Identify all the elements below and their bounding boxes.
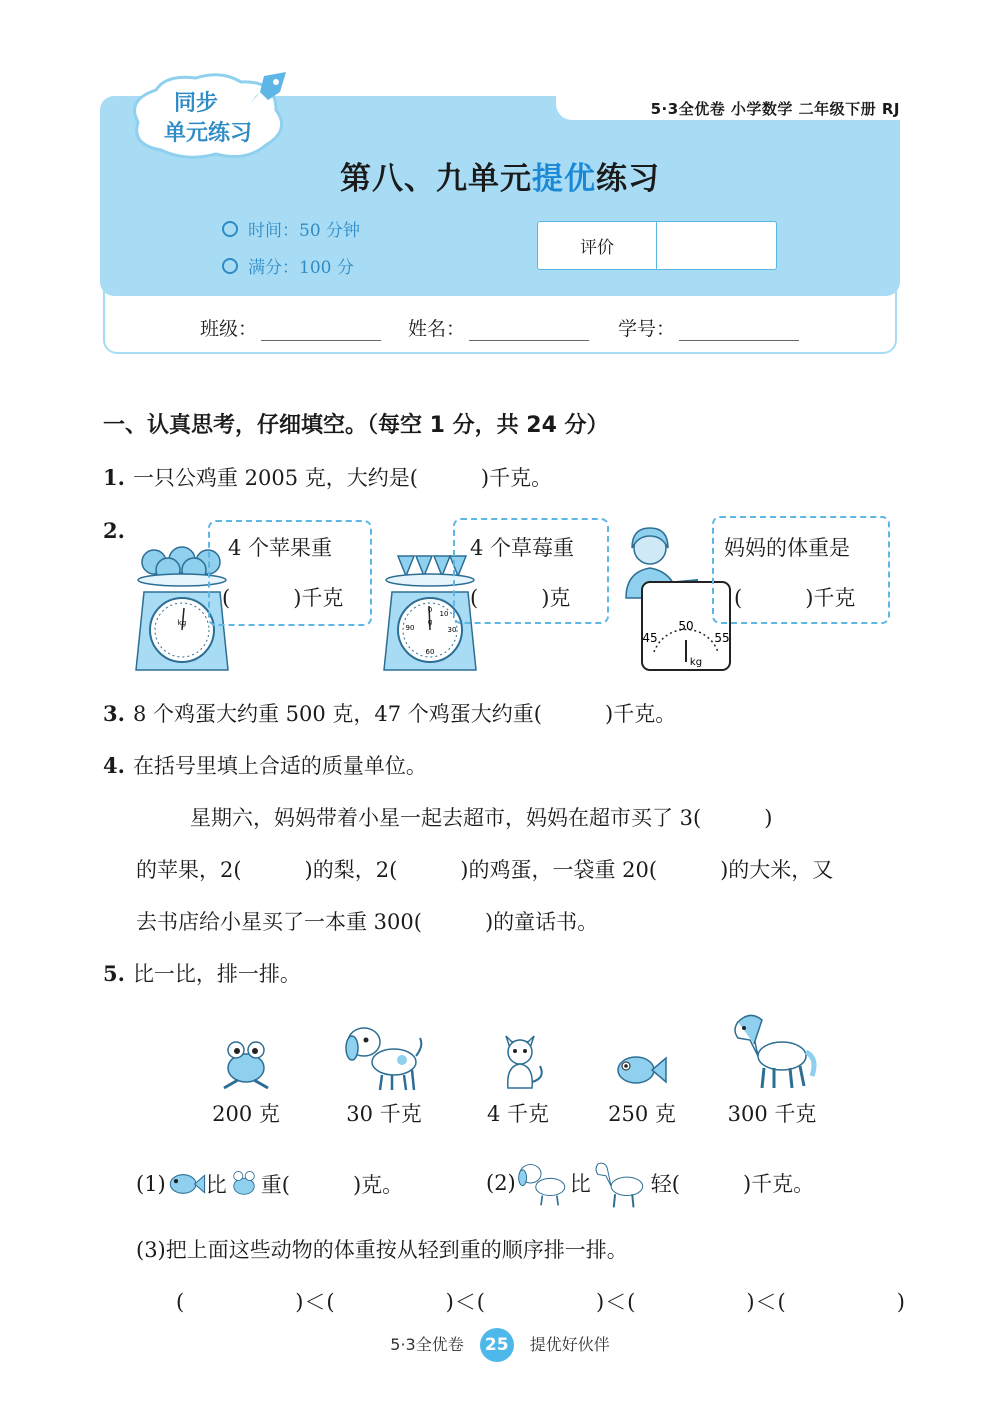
badge-line1: 同步 (173, 91, 219, 116)
q4-text: 在括号里填上合适的质量单位。 (132, 754, 427, 778)
question-1 (103, 462, 552, 492)
q5-sub3: (3)把上面这些动物的体重按从轻到重的顺序排一排。 (136, 1238, 628, 1262)
q3-text: 8 个鸡蛋大约重 500 克，47 个鸡蛋大约重( )千克。 (132, 702, 677, 726)
frog-icon (227, 1168, 261, 1200)
q4-paragraph-line3: 去书店给小星买了一本重 300( )的童话书。 (136, 910, 599, 934)
class-blank[interactable] (261, 318, 381, 341)
footer-right: 提优好伙伴 (529, 1335, 610, 1354)
page-footer (0, 1328, 1000, 1362)
rating-label: 评价 (538, 222, 657, 269)
q5-text: 比一比，排一排。 (132, 962, 301, 986)
q4-paragraph-line1: 星期六，妈妈带着小星一起去超市，妈妈在超市买了 3( ) (190, 806, 773, 830)
page-number: 25 (480, 1328, 514, 1362)
class-label: 班级： (200, 318, 258, 340)
q1-text: 一只公鸡重 2005 克，大约是( )千克。 (132, 466, 553, 490)
dog-icon (342, 1020, 424, 1092)
check-icon (222, 258, 238, 274)
q5-num: 5. (103, 961, 125, 986)
rating-box (537, 221, 777, 270)
horse-weight: 300 千克 (727, 1102, 817, 1126)
question-5 (103, 958, 301, 988)
id-field (618, 314, 799, 341)
id-label: 学号： (618, 318, 676, 340)
apple-text1: 4 个苹果重 (228, 536, 333, 560)
cat-weight: 4 千克 (486, 1102, 550, 1126)
svg-text:55: 55 (714, 631, 730, 645)
svg-text:45: 45 (642, 631, 658, 645)
sub1-mid: 比 (205, 1173, 227, 1197)
q2-num: 2. (103, 518, 125, 543)
unit-practice-badge (126, 70, 296, 162)
badge-line2: 单元练习 (163, 121, 253, 146)
title-part2: 练习 (596, 161, 660, 197)
svg-text:50: 50 (678, 619, 694, 633)
strawberry-text2[interactable]: ( )克 (470, 586, 571, 610)
svg-text:0: 0 (427, 606, 433, 614)
q4-num: 4. (103, 753, 125, 778)
q5-sub1 (136, 1168, 403, 1200)
q5-sub2 (486, 1156, 814, 1210)
fish-weight: 250 克 (608, 1102, 676, 1126)
cat-icon (492, 1026, 548, 1092)
name-label: 姓名： (408, 318, 466, 340)
svg-text:60: 60 (425, 648, 435, 656)
question-4 (103, 750, 427, 780)
book-info: 5·3全优卷 小学数学 二年级下册 RJ (650, 100, 900, 118)
sub2-suffix: 轻( )千克。 (650, 1172, 815, 1196)
q1-num: 1. (103, 465, 125, 490)
question-2 (103, 518, 133, 543)
svg-text:30: 30 (447, 626, 457, 634)
horse-icon (728, 1010, 818, 1092)
mother-text1: 妈妈的体重是 (724, 536, 850, 560)
fish-icon (612, 1050, 668, 1090)
dog-weight: 30 千克 (346, 1102, 422, 1126)
rating-field[interactable] (657, 222, 776, 269)
apple-text2[interactable]: ( )千克 (222, 586, 344, 610)
svg-text:10: 10 (439, 610, 449, 618)
sub1-prefix: (1) (136, 1172, 166, 1196)
frog-icon (218, 1036, 274, 1092)
fish-icon (166, 1169, 206, 1199)
question-3 (103, 698, 676, 728)
svg-text:g: g (427, 618, 433, 626)
strawberry-text1: 4 个草莓重 (470, 536, 575, 560)
sub1-suffix: 重( )克。 (260, 1173, 404, 1197)
svg-text:kg: kg (177, 619, 187, 627)
q3-num: 3. (103, 701, 125, 726)
q4-paragraph-line2: 的苹果，2( )的梨，2( )的鸡蛋，一袋重 20( )的大米，又 (136, 858, 834, 882)
time-label: 时间：50 分钟 (248, 221, 361, 241)
sub2-mid: 比 (569, 1172, 591, 1196)
svg-text:kg: kg (689, 657, 703, 668)
dog-icon (516, 1159, 570, 1207)
clock-icon (222, 221, 238, 237)
title-highlight: 提优 (532, 161, 596, 197)
score-row (222, 253, 354, 278)
sub2-prefix: (2) (486, 1171, 516, 1195)
footer-left: 5·3全优卷 (390, 1335, 464, 1354)
title-part1: 第八、九单元 (340, 161, 532, 197)
section1-title: 一、认真思考，仔细填空。（每空 1 分，共 24 分） (103, 413, 609, 438)
id-blank[interactable] (679, 318, 799, 341)
horse-icon (591, 1156, 651, 1210)
frog-weight: 200 克 (212, 1102, 280, 1126)
time-row (222, 216, 360, 241)
score-label: 满分：100 分 (248, 258, 354, 278)
mother-text2[interactable]: ( )千克 (734, 586, 856, 610)
name-blank[interactable] (469, 318, 589, 341)
class-field (200, 314, 381, 341)
name-field (408, 314, 589, 341)
svg-text:90: 90 (405, 624, 415, 632)
q5-order-row[interactable]: ( )＜( )＜( )＜( )＜( ) (176, 1290, 906, 1314)
page-title (100, 153, 900, 198)
